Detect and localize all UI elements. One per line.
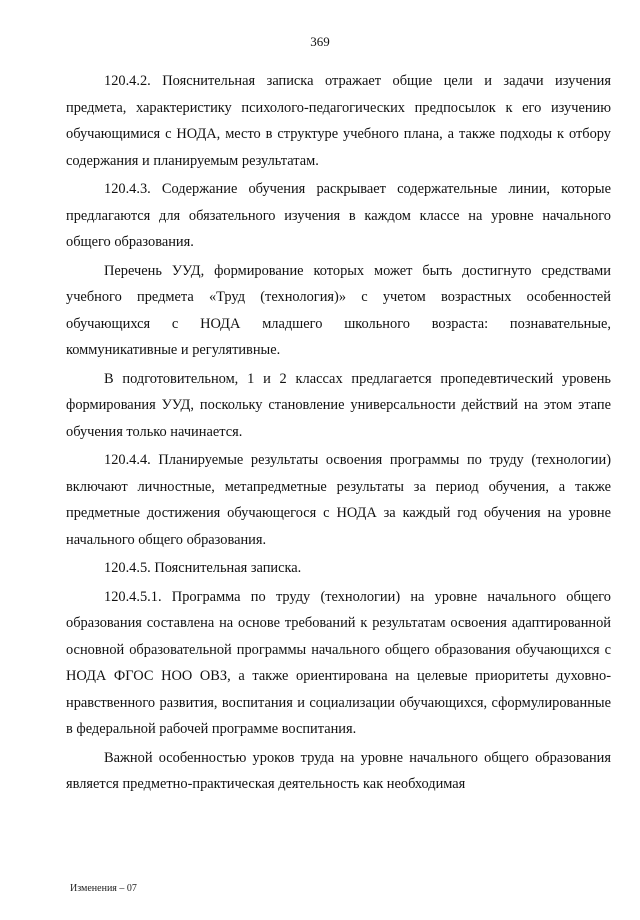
paragraph-propaedeutic-level: В подготовительном, 1 и 2 классах предлагается пропедевтический уровень формирования УУД, поскольку становление универсальности действий на этом этапе обучения только начинается.: [66, 370, 611, 440]
paragraph-120-4-3: 120.4.3. Содержание обучения раскрывает содержательные линии, которые предлагаются для обязательного изучения в каждом классе на уровне начального общего образования.: [66, 181, 611, 250]
page-number: 369: [310, 34, 330, 49]
footer-revision: Изменения – 07: [70, 883, 137, 894]
paragraph-120-4-5-1: 120.4.5.1. Программа по труду (технологии) на уровне начального общего образования составлена на основе требований к результатам освоения адаптированной основной образовательной программы начального общего образования обучающихся с НОДА ФГОС НОО ОВЗ, а также ориентирована на целевые приоритеты духовно-нравственного развития, воспитания и социализации обучающихся, сформулированные в федеральной рабочей программе воспитания.: [66, 588, 611, 737]
paragraph-120-4-4: 120.4.4. Планируемые результаты освоения программы по труду (технологии) включают личностные, метапредметные результаты за период обучения, а также предметные достижения обучающегося с НОДА за каждый год обучения на уровне начального общего образования.: [66, 452, 611, 548]
paragraph-120-4-5: 120.4.5. Пояснительная записка.: [104, 560, 302, 576]
paragraph-120-4-2: 120.4.2. Пояснительная записка отражает общие цели и задачи изучения предмета, характеристику психолого-педагогических предпосылок к его изучению обучающимися с НОДА, место в структуре учебного плана, а также подходы к отбору содержания и планируемым результатам.: [66, 73, 611, 169]
paragraph-lessons-feature: Важной особенностью уроков труда на уровне начального общего образования является предметно-практическая деятельность как необходимая: [66, 749, 611, 792]
document-body: [66, 68, 611, 798]
paragraph-uud-list: Перечень УУД, формирование которых может быть достигнуто средствами учебного предмета «Труд (технология)» с учетом возрастных особенностей обучающихся с НОДА младшего школьного возраста: познавательные, коммуникативные и регулятивные.: [66, 262, 611, 358]
